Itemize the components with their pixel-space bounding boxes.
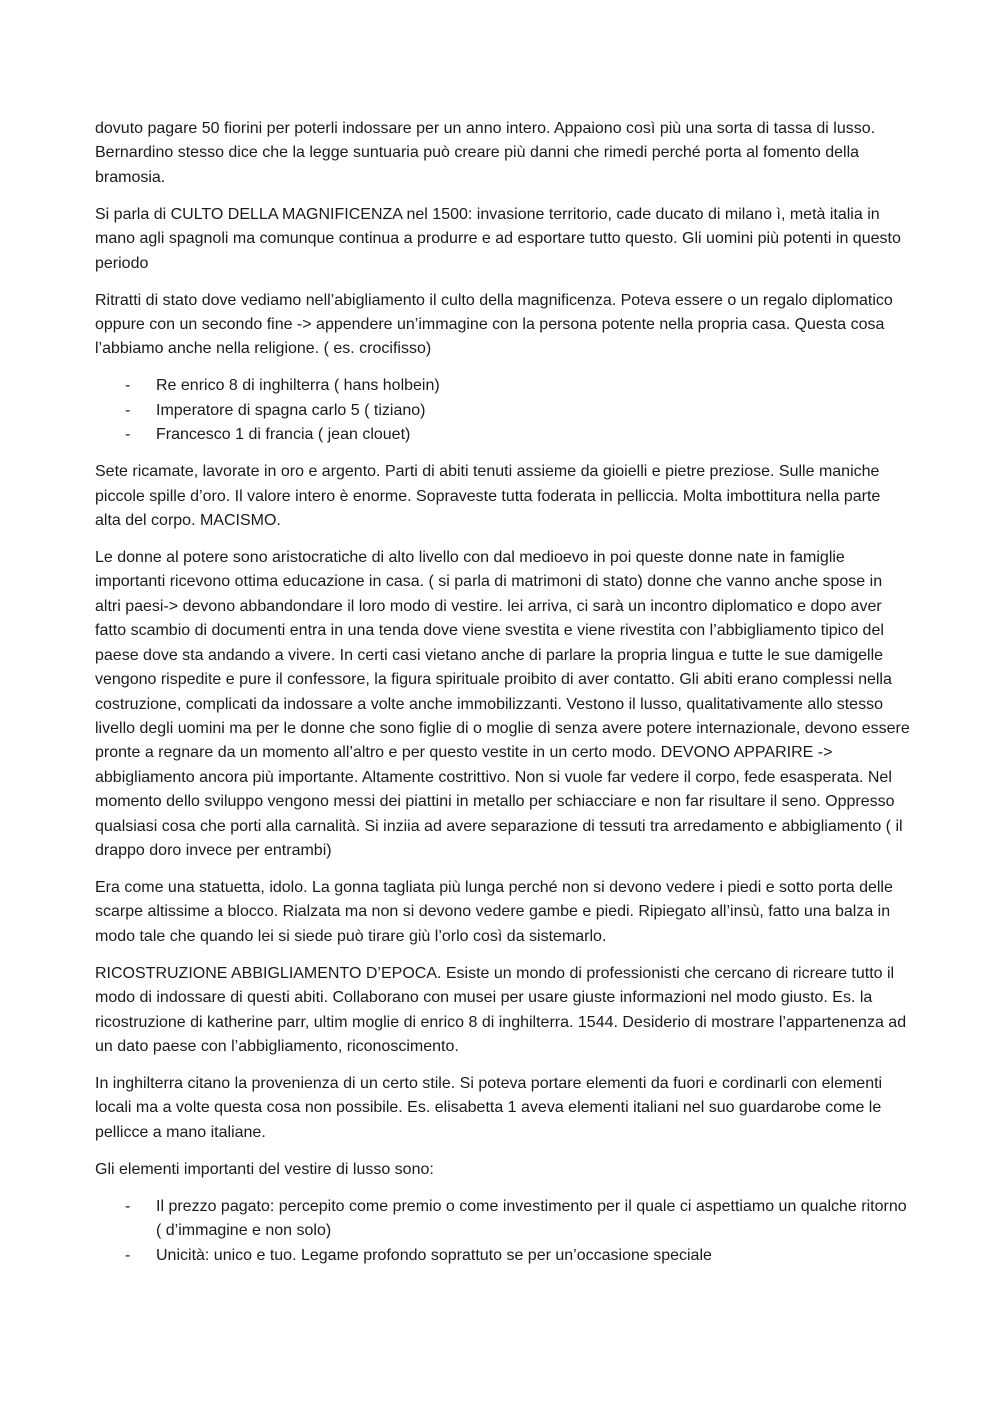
paragraph: dovuto pagare 50 fiorini per poterli indossare per un anno intero. Appaiono così più una sorta di tassa di lusso. Bernardino stesso dice che la legge suntuaria può creare più danni che rimedi perché porta al fomento della bramosia. <box>95 120 876 186</box>
list-item <box>95 399 910 423</box>
dash-bullet: - <box>125 1246 131 1264</box>
list-item-text: Francesco 1 di francia ( jean clouet) <box>156 426 411 444</box>
dash-bullet: - <box>125 401 131 419</box>
dash-bullet: - <box>125 426 131 444</box>
document-page <box>95 117 910 1281</box>
portrait-list <box>95 374 910 447</box>
dash-bullet: - <box>125 377 131 395</box>
list-item-text: Unicità: unico e tuo. Legame profondo soprattuto se per un’occasione speciale <box>156 1246 712 1264</box>
list-item <box>95 423 910 447</box>
dash-bullet: - <box>125 1197 131 1215</box>
paragraph: Le donne al potere sono aristocratiche di alto livello con dal medioevo in poi queste donne nate in famiglie importanti ricevono ottima educazione in casa. ( si parla di matrimoni di stato) donne che vanno anche spose in altri paesi-> devono abbandondare il loro modo di vestire. lei arriva, ci sarà un incontro diplomatico e dopo aver fatto scambio di documenti entra in una tenda dove viene svestita e viene rivestita con l’abbigliamento tipico del paese dove sta andando a vivere. In certi casi vietano anche di parlare la propria lingua e tutte le sue damigelle vengono rispedite e pure il confessore, la figura spirituale proibito di aver contatto. Gli abiti erano complessi nella costruzione, complicati da indossare a volte anche immobilizzanti. Vestono il lusso, qualitativamente allo stesso livello degli uomini ma per le donne che sono figlie di o moglie di senza avere potere internazionale, devono essere pronte a regnare da un momento all’altro e per questo vestite in un certo modo. DEVONO APPARIRE -> abbigliamento ancora più importante. Altamente costrittivo. Non si vuole far vedere il corpo, fede esasperata. Nel momento dello sviluppo vengono messi dei piattini in metallo per schiacciare e non far risultare il seno. Oppresso qualsiasi cosa che porti alla carnalità. Si inziia ad avere separazione di tessuti tra arredamento e abbigliamento ( il drappo doro invece per entrambi) <box>95 549 910 859</box>
list-item-text: Re enrico 8 di inghilterra ( hans holbein) <box>156 377 440 395</box>
paragraph: Sete ricamate, lavorate in oro e argento. Parti di abiti tenuti assieme da gioielli e pietre preziose. Sulle maniche piccole spille d’oro. Il valore intero è enorme. Sopraveste tutta foderata in pelliccia. Molta imbottitura nella parte alta del corpo. MACISMO. <box>95 463 881 530</box>
paragraph: Si parla di CULTO DELLA MAGNIFICENZA nel 1500: invasione territorio, cade ducato di milano ì, metà italia in mano agli spagnoli ma comunque continua a produrre e ad esportare tutto questo. Gli uomini più potenti in questo periodo <box>95 205 901 272</box>
list-item <box>95 374 910 398</box>
paragraph: RICOSTRUZIONE ABBIGLIAMENTO D’EPOCA. Esiste un mondo di professionisti che cercano di ricreare tutto il modo di indossare di questi abiti. Collaborano con musei per usare giuste informazioni nel modo giusto. Es. la ricostruzione di katherine parr, ultim moglie di enrico 8 di inghilterra. 1544. Desiderio di mostrare l’appartenenza ad un dato paese con l’abbigliamento, riconoscimento. <box>95 964 907 1055</box>
luxury-elements-list <box>95 1195 910 1268</box>
list-item <box>95 1244 910 1268</box>
paragraph: Era come una statuetta, idolo. La gonna tagliata più lunga perché non si devono vedere i piedi e sotto porta delle scarpe altissime a blocco. Rialzata ma non si devono vedere gambe e piedi. Ripiegato all’insù, fatto una balza in modo tale che quando lei si siede può tirare giù l’orlo così da sistemarlo. <box>95 878 893 945</box>
paragraph: Ritratti di stato dove vediamo nell’abigliamento il culto della magnificenza. Poteva essere o un regalo diplomatico oppure con un secondo fine -> appendere un’immagine con la persona potente nella propria casa. Questa cosa l’abbiamo anche nella religione. ( es. crocifisso) <box>95 291 893 358</box>
paragraph: Gli elementi importanti del vestire di lusso sono: <box>95 1160 434 1178</box>
list-item <box>95 1195 910 1244</box>
list-item-text: Il prezzo pagato: percepito come premio o come investimento per il quale ci aspettiamo un qualche ritorno ( d’immagine e non solo) <box>156 1197 907 1240</box>
paragraph: In inghilterra citano la provenienza di un certo stile. Si poteva portare elementi da fuori e cordinarli con elementi locali ma a volte questa cosa non possibile. Es. elisabetta 1 aveva elementi italiani nel suo guardarobe come le pellicce a mano italiane. <box>95 1074 883 1141</box>
list-item-text: Imperatore di spagna carlo 5 ( tiziano) <box>156 401 426 419</box>
